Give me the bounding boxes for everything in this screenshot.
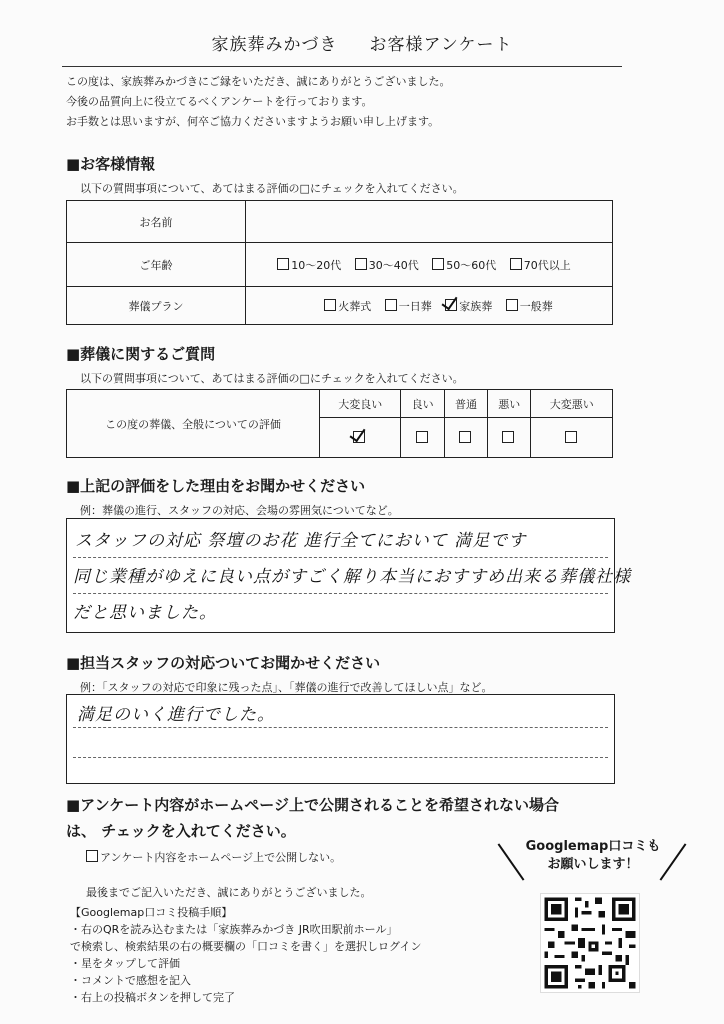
age-option-10-20[interactable]: [277, 259, 341, 272]
checkbox[interactable]: [324, 299, 336, 311]
qr-code-icon[interactable]: [540, 893, 640, 993]
checkbox[interactable]: [416, 431, 428, 443]
option-label: 50～60代: [446, 258, 497, 272]
googlemap-callout: [508, 838, 678, 874]
reason-handwriting-line: スタッフの対応 祭壇のお花 進行全てにおいて 満足です: [75, 531, 527, 551]
publish-option[interactable]: [86, 849, 341, 866]
title-divider: [62, 66, 622, 67]
option-label: 火葬式: [338, 299, 372, 313]
age-label: ご年齢: [67, 243, 246, 287]
plan-option-family[interactable]: [445, 300, 492, 313]
reason-example: 例：葬儀の進行、スタッフの対応、会場の雰囲気についてなど。: [80, 504, 399, 517]
rating-cell-good: [401, 418, 444, 458]
checkbox[interactable]: [565, 431, 577, 443]
staff-handwriting-line: 満足のいく進行でした。: [77, 705, 275, 725]
company-name: 家族葬みかづき: [211, 35, 338, 55]
option-label: 30～40代: [368, 258, 419, 272]
age-options: [246, 243, 613, 287]
option-label: 一日葬: [398, 299, 432, 313]
reason-section-title: ■上記の評価をした理由をお聞かせください: [66, 477, 366, 495]
customer-info-table: [66, 200, 613, 325]
checkbox[interactable]: [355, 258, 367, 270]
dotted-line: [73, 757, 608, 758]
intro-line: 今後の品質向上に役立てるべくアンケートを行っております。: [66, 95, 373, 108]
rating-header: 悪い: [488, 390, 531, 418]
rating-table: [66, 389, 613, 458]
step-line: ・右上の投稿ボタンを押して完了: [70, 991, 235, 1004]
rating-cell-very-good: [320, 418, 401, 458]
plan-label: 葬儀プラン: [67, 287, 246, 325]
rating-cell-very-bad: [531, 418, 613, 458]
option-label: 70代以上: [523, 258, 571, 272]
staff-textbox[interactable]: [66, 694, 615, 784]
callout-line: Googlemap口コミも: [525, 839, 661, 854]
checkbox-checked[interactable]: [445, 299, 457, 311]
option-label: 家族葬: [459, 299, 493, 313]
step-line: ・右のQRを読み込むまたは「家族葬みかづき JR吹田駅前ホール」: [70, 923, 398, 936]
publish-option-label: アンケート内容をホームページ上で公開しない。: [100, 851, 342, 864]
checkbox[interactable]: [86, 850, 98, 862]
customer-section-title: ■お客様情報: [66, 155, 156, 173]
checkbox-checked[interactable]: [353, 431, 365, 443]
rating-header: 普通: [444, 390, 487, 418]
customer-section-note: 以下の質問事項について、あてはまる評価の□にチェックを入れてください。: [80, 182, 464, 195]
step-line: で検索し、検索結果の右の概要欄の「口コミを書く」を選択しログイン: [70, 940, 422, 953]
checkbox[interactable]: [502, 431, 514, 443]
closing-message: 最後までご記入いただき、誠にありがとうございました。: [86, 886, 372, 899]
checkbox[interactable]: [277, 258, 289, 270]
rating-cell-normal: [444, 418, 487, 458]
age-option-30-40[interactable]: [355, 259, 419, 272]
checkbox[interactable]: [385, 299, 397, 311]
name-field[interactable]: [246, 201, 613, 243]
rating-header: 良い: [401, 390, 444, 418]
step-line: ・コメントで感想を記入: [70, 974, 191, 987]
dotted-line: [73, 727, 608, 728]
survey-name: お客様アンケート: [369, 35, 513, 55]
rating-question: この度の葬儀、全般についての評価: [67, 390, 320, 458]
funeral-section-title: ■葬儀に関するご質問: [66, 345, 216, 363]
checkbox[interactable]: [459, 431, 471, 443]
steps-heading: 【Googlemap口コミ投稿手順】: [70, 906, 233, 919]
age-option-50-60[interactable]: [432, 259, 496, 272]
reason-handwriting-line: 同じ業種がゆえに良い点がすごく解り本当におすすめ出来る葬儀社様: [73, 567, 632, 587]
step-line: ・星をタップして評価: [70, 957, 180, 970]
dotted-line: [73, 593, 608, 594]
age-option-70-plus[interactable]: [510, 259, 571, 272]
reason-handwriting-line: だと思いました。: [73, 603, 217, 623]
plan-option-general[interactable]: [506, 300, 553, 313]
option-label: 10～20代: [291, 258, 342, 272]
reason-textbox[interactable]: [66, 518, 632, 633]
rating-cell-bad: [488, 418, 531, 458]
rating-header: 大変悪い: [531, 390, 613, 418]
intro-line: この度は、家族葬みかづきにご縁をいただき、誠にありがとうございました。: [66, 75, 451, 88]
plan-option-one-day[interactable]: [385, 300, 432, 313]
publish-title-line1: ■アンケート内容がホームページ上で公開されることを希望されない場合: [66, 796, 559, 814]
option-label: 一般葬: [519, 299, 553, 313]
page-title: [0, 30, 724, 55]
funeral-section-note: 以下の質問事項について、あてはまる評価の□にチェックを入れてください。: [80, 372, 464, 385]
intro-line: お手数とは思いますが、何卒ご協力くださいますようお願い申し上げます。: [66, 115, 440, 128]
dotted-line: [73, 557, 608, 558]
checkbox[interactable]: [432, 258, 444, 270]
rating-header: 大変良い: [320, 390, 401, 418]
publish-title-line2: は、 チェックを入れてください。: [66, 822, 296, 840]
plan-option-cremation[interactable]: [324, 300, 371, 313]
intro-text: [66, 72, 451, 132]
checkbox[interactable]: [506, 299, 518, 311]
checkbox[interactable]: [510, 258, 522, 270]
staff-section-title: ■担当スタッフの対応ついてお聞かせください: [66, 654, 381, 672]
callout-line: お願いします！: [547, 857, 639, 872]
staff-example: 例：「スタッフの対応で印象に残った点」、「葬儀の進行で改善してほしい点」など。: [80, 681, 493, 694]
google-steps: [70, 904, 421, 1006]
plan-options: [246, 287, 613, 325]
name-label: お名前: [67, 201, 246, 243]
